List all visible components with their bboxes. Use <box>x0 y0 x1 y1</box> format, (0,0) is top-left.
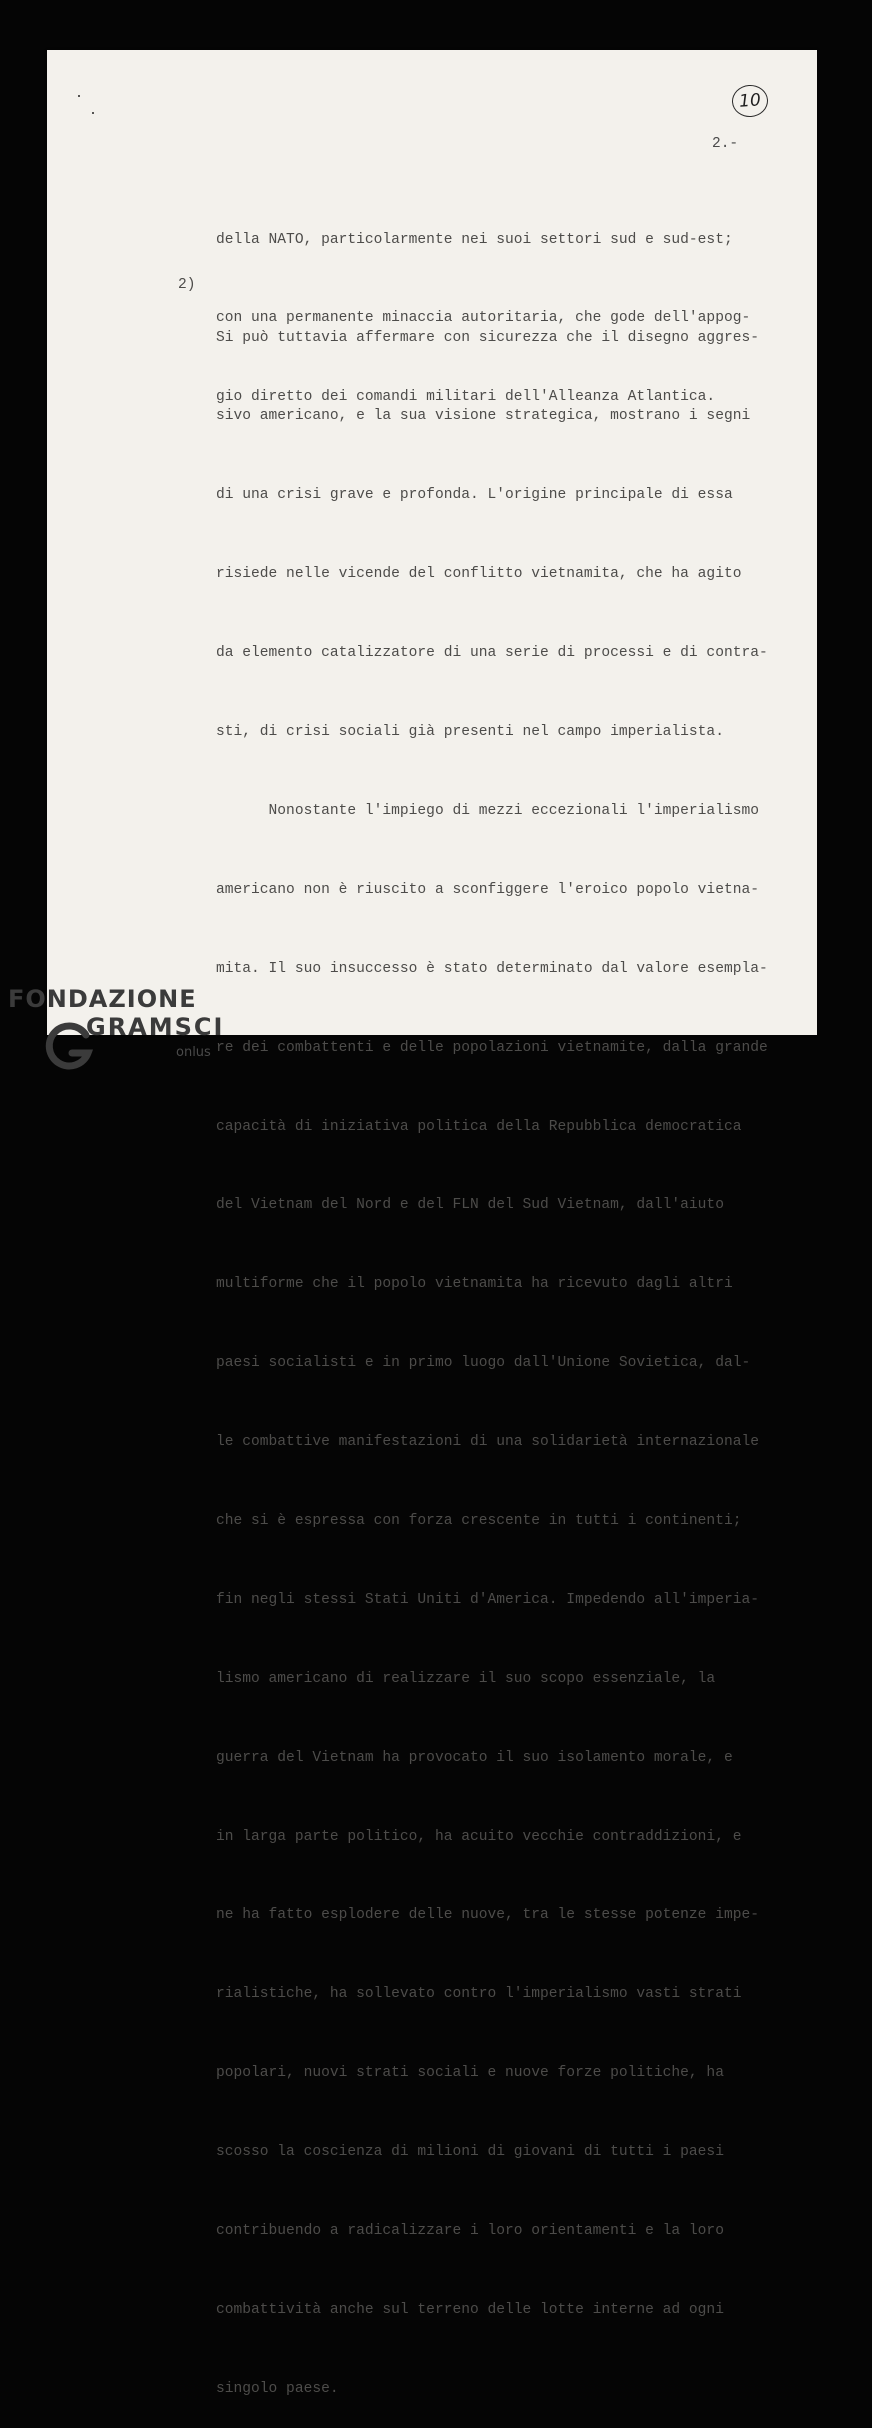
paper-speck <box>78 95 80 97</box>
text-line: multiforme che il popolo vietnamita ha ricevuto dagli altri <box>216 1276 733 1293</box>
watermark-line2: GRAMSCI <box>86 1013 225 1041</box>
text-line: popolari, nuovi strati sociali e nuove forze politiche, ha <box>216 2065 724 2082</box>
text-line: ne ha fatto esplodere delle nuove, tra le stesse potenze impe- <box>216 1907 759 1924</box>
watermark-line1: FONDAZIONE <box>8 985 197 1013</box>
text-line: Nonostante l'impiego di mezzi eccezionali l'imperialismo <box>216 802 759 819</box>
text-line: sti, di crisi sociali già presenti nel campo imperialista. <box>216 724 724 741</box>
page-number: 2.- <box>712 136 739 152</box>
text-line: lismo americano di realizzare il suo scopo essenziale, la <box>216 1670 716 1687</box>
text-line: le combattive manifestazioni di una solidarietà internazionale <box>216 1434 759 1451</box>
text-line: in larga parte politico, ha acuito vecchie contraddizioni, e <box>216 1828 742 1845</box>
text-line: gio diretto dei comandi militari dell'Alleanza Atlantica. <box>216 389 716 406</box>
text-line: della NATO, particolarmente nei suoi settori sud e sud-est; <box>216 231 733 248</box>
text-line: paesi socialisti e in primo luogo dall'Unione Sovietica, dal- <box>216 1355 751 1372</box>
text-line: che si è espressa con forza crescente in tutti i continenti; <box>216 1512 742 1529</box>
text-line: rialistiche, ha sollevato contro l'imperialismo vasti strati <box>216 1986 742 2003</box>
section-number: 2) <box>178 277 196 293</box>
page-stamp-number: 10 <box>738 90 762 112</box>
text-line: combattività anche sul terreno delle lotte interne ad ogni <box>216 2301 724 2318</box>
text-line: risiede nelle vicende del conflitto vietnamita, che ha agito <box>216 566 742 583</box>
text-line: guerra del Vietnam ha provocato il suo isolamento morale, e <box>216 1749 733 1766</box>
text-line: Si può tuttavia affermare con sicurezza che il disegno aggres- <box>216 329 759 346</box>
text-line: capacità di iniziativa politica della Repubblica democratica <box>216 1118 742 1135</box>
text-line: di una crisi grave e profonda. L'origine principale di essa <box>216 487 733 504</box>
text-line: fin negli stessi Stati Uniti d'America. Impedendo all'imperia- <box>216 1591 759 1608</box>
text-line: con una permanente minaccia autoritaria, che gode dell'appog- <box>216 310 751 327</box>
paper-speck <box>92 112 94 114</box>
text-line: americano non è riuscito a sconfiggere l'eroico popolo vietna- <box>216 881 759 898</box>
text-line: del Vietnam del Nord e del FLN del Sud Vietnam, dall'aiuto <box>216 1197 724 1214</box>
text-line: mita. Il suo insuccesso è stato determinato dal valore esempla- <box>216 960 768 977</box>
text-line: da elemento catalizzatore di una serie di processi e di contra- <box>216 645 768 662</box>
text-line: sivo americano, e la sua visione strategica, mostrano i segni <box>216 408 751 425</box>
watermark-suffix: onlus <box>176 1045 211 1060</box>
text-line: re dei combattenti e delle popolazioni vietnamite, dalla grande <box>216 1039 768 1056</box>
text-line: singolo paese. <box>216 2380 339 2397</box>
watermark-logo <box>8 985 238 1080</box>
section-2-body <box>216 272 791 2428</box>
text-line: contribuendo a radicalizzare i loro orientamenti e la loro <box>216 2222 724 2239</box>
text-line: scosso la coscienza di milioni di giovani di tutti i paesi <box>216 2144 724 2161</box>
